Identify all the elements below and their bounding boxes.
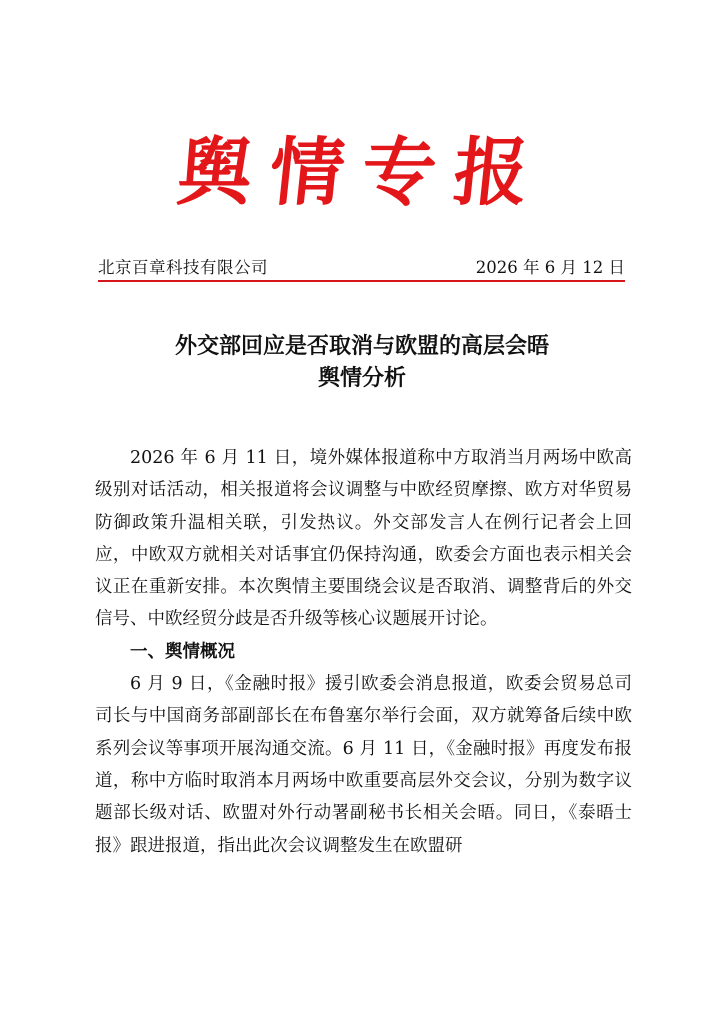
section-heading-overview: 一、舆情概况	[130, 641, 235, 662]
header-info-line	[98, 255, 625, 281]
report-title-line-2: 舆情分析	[317, 365, 406, 391]
report-title	[90, 330, 634, 394]
organization-name: 北京百章科技有限公司	[98, 258, 268, 277]
report-date: 2026 年 6 月 12 日	[475, 258, 625, 277]
header-divider	[98, 280, 625, 282]
report-body	[95, 442, 632, 862]
overview-paragraph: 6 月 9 日，《金融时报》援引欧委会消息报道，欧委会贸易总司司长与中国商务部副部长在布鲁塞尔举行会面，双方就筹备后续中欧系列会议等事项开展沟通交流。6 月 11 日，《金融时报》再度发布报道，称中方临时取消本月两场中欧重要高层外交会议，分别为数字议题部长级对话、欧盟对外行动署副秘书长相关会晤。同日，《泰晤士报》跟进报道，指出此次会议调整发生在欧盟研	[95, 674, 632, 856]
report-title-line-1: 外交部回应是否取消与欧盟的高层会晤	[174, 333, 549, 359]
intro-paragraph: 2026 年 6 月 11 日，境外媒体报道称中方取消当月两场中欧高级别对话活动，相关报道将会议调整与中欧经贸摩擦、欧方对华贸易防御政策升温相关联，引发热议。外交部发言人在例行记者会上回应，中欧双方就相关对话事宜仍保持沟通，欧委会方面也表示相关会议正在重新安排。本次舆情主要围绕会议是否取消、调整背后的外交信号、中欧经贸分歧是否升级等核心议题展开讨论。	[95, 448, 632, 630]
masthead-title: 舆情专报	[173, 130, 551, 216]
